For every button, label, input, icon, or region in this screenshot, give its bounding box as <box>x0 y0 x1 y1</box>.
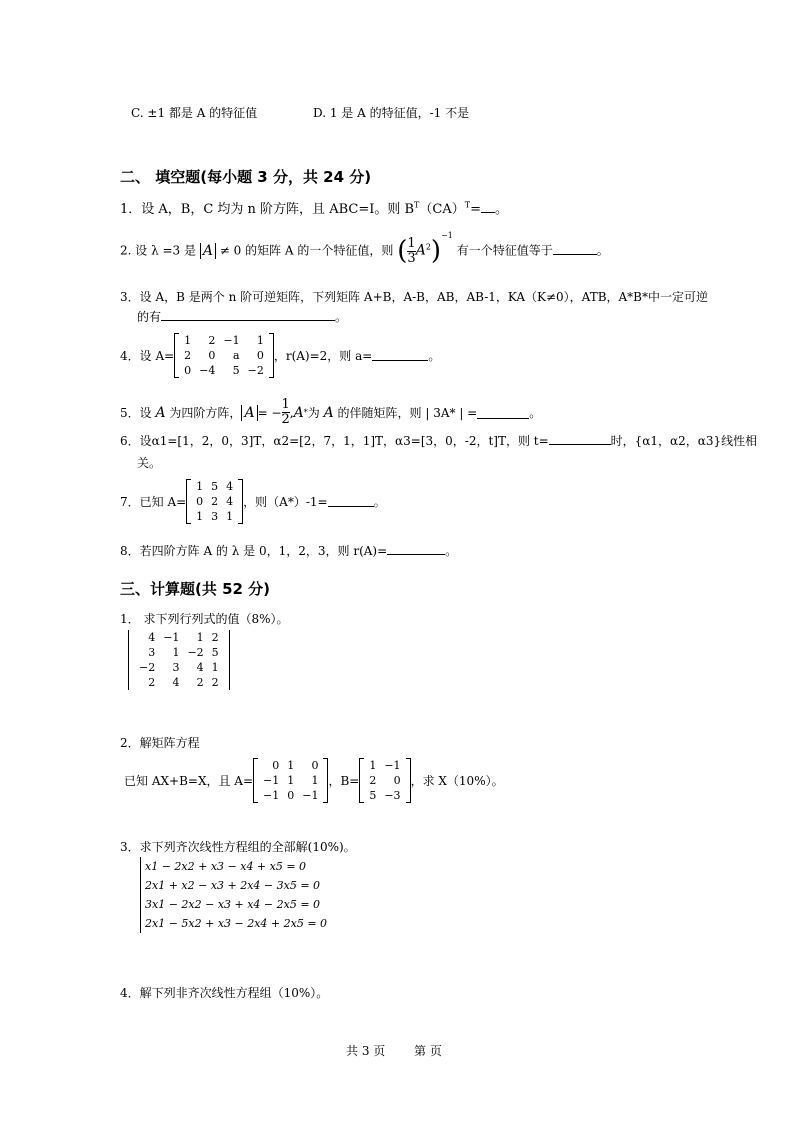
matrix-cell: 0 <box>196 494 204 508</box>
q3-1: 1． 求下列行列式的值（8%）。 <box>120 612 289 626</box>
matrix-cell: 1 <box>196 631 204 644</box>
matrix-cell: −1 <box>384 758 401 772</box>
matrix-cell: a <box>233 348 240 362</box>
matrix-cell: 1 <box>211 661 219 674</box>
choice-d: D. 1 是 A 的特征值，-1 不是 <box>313 106 470 120</box>
matrix-q7 <box>186 479 243 524</box>
matrix-cell: 0 <box>208 348 216 362</box>
matrix-cell: −2 <box>139 661 156 674</box>
matrix-cell: 1 <box>369 758 377 772</box>
choice-c: C. ±1 都是 A 的特征值 <box>131 106 258 120</box>
matrix-cell: 1 <box>287 773 295 787</box>
q2-1: 1．设 A，B，C 均为 n 阶方阵，且 ABC=I。则 $B^T(CA)^T=$ 。 <box>120 200 508 217</box>
matrix-cell: 0 <box>311 758 319 772</box>
matrix-cell: 1 <box>184 333 192 347</box>
q2-3-line2: 的有 。 <box>137 310 348 324</box>
matrix-cell: 0 <box>287 788 295 802</box>
equation: x1 − 2x2 + x3 − x4 + x5 = 0 <box>145 860 307 873</box>
matrix-cell: 1 <box>287 758 295 772</box>
q2-2: 2. 设 λ =3 是 A ≠ 0 的矩阵 A 的一个特征值，则 ( $\frac{1}{3}$ $A^2)^{-1}$ 有一个特征值等于 。 <box>120 230 609 266</box>
matrix-cell: −3 <box>384 788 401 802</box>
matrix-cell: 2 <box>211 631 219 644</box>
matrix-cell: 1 <box>226 509 234 523</box>
matrix-cell: 0 <box>184 363 192 377</box>
matrix-cell: 5 <box>211 646 219 659</box>
q2-7: 7．已知 A= 1 5 4 0 2 4 1 3 1 ，则（A*）-1= 。 <box>120 479 386 523</box>
matrix-cell: −1 <box>223 333 240 347</box>
equation: 2x1 + x2 − x3 + 2x4 − 3x5 = 0 <box>145 879 321 892</box>
matrix-cell: −2 <box>247 363 264 377</box>
q3-3: 3．求下列齐次线性方程组的全部解(10%)。 <box>120 840 356 854</box>
matrix-cell: −1 <box>163 631 180 644</box>
matrix-cell: 1 <box>196 479 204 493</box>
matrix-cell: 1 <box>172 646 180 659</box>
q2-8: 8．若四阶方阵 A 的 λ 是 0，1，2，3，则 r(A)= 。 <box>120 544 458 558</box>
section2-title: 二、 填空题(每小题 3 分，共 24 分) <box>120 168 372 186</box>
matrix-cell: 0 <box>393 773 401 787</box>
matrix-cell: −2 <box>187 646 204 659</box>
q3-2-title: 2．解矩阵方程 <box>120 736 200 750</box>
q3-4: 4．解下列非齐次线性方程组（10%）。 <box>120 986 329 1000</box>
matrix-cell: 2 <box>211 676 219 689</box>
matrix-cell: 1 <box>256 333 264 347</box>
matrix-cell: 2 <box>208 333 216 347</box>
q2-3-line1: 3．设 A，B 是两个 n 阶可逆矩阵，下列矩阵 A+B，A-B，AB，AB-1，KA（K≠0），ATB，A*B*中一定可逆 <box>120 290 708 304</box>
footer-page: 第 页 <box>414 1044 442 1058</box>
q2-6-line2: 关。 <box>137 456 162 470</box>
matrix-cell: 4 <box>172 676 180 689</box>
equation: 3x1 − 2x2 − x3 + x4 − 2x5 = 0 <box>145 898 321 911</box>
q2-5: 5．设 A 为四阶方阵， A = − $\frac{1}{2}$ , A * 为 A 的伴随矩阵，则 | 3A* | = 。 <box>120 397 542 427</box>
matrix-cell: −1 <box>302 788 319 802</box>
matrix-cell: 3 <box>172 661 180 674</box>
matrix-cell: 5 <box>211 479 219 493</box>
matrix-cell: 1 <box>311 773 319 787</box>
matrix-cell: −1 <box>263 773 280 787</box>
matrix-b <box>359 758 410 803</box>
matrix-cell: 1 <box>196 509 204 523</box>
matrix-cell: 2 <box>196 676 204 689</box>
matrix-cell: −1 <box>263 788 280 802</box>
q2-6-line1: 6．设α1=[1，2，0，3]T，α2=[2，7，1，1]T，α3=[3，0，-2，t]T，则 t= 时，{α1，α2，α3}线性相 <box>120 434 758 448</box>
matrix-cell: 5 <box>232 363 240 377</box>
matrix-cell: 0 <box>272 758 280 772</box>
matrix-cell: 4 <box>226 479 234 493</box>
q3-2: 已知 AX+B=X，且 A= 0 1 0 −1 1 1 −1 0 −1 ，B= 1 −1 2 0 5 −3 ，求 X（10%）。 <box>124 758 504 802</box>
matrix-cell: 4 <box>196 661 204 674</box>
q2-4: 4．设 A= 1 2 −1 1 2 0 a 0 0 −4 5 −2 ，r(A)=2，则 a= 。 <box>120 333 441 377</box>
matrix-cell: 3 <box>211 509 219 523</box>
matrix-cell: 4 <box>226 494 234 508</box>
section3-title: 三、计算题(共 52 分) <box>120 580 271 598</box>
matrix-cell: 4 <box>148 631 156 644</box>
equation: 2x1 − 5x2 + x3 − 2x4 + 2x5 = 0 <box>145 917 328 930</box>
matrix-cell: 2 <box>369 773 377 787</box>
determinant-q3-1 <box>128 630 230 690</box>
matrix-cell: 2 <box>148 676 156 689</box>
equation-system <box>140 857 327 933</box>
matrix-cell: 2 <box>211 494 219 508</box>
matrix-a <box>253 758 328 803</box>
footer-total: 共 3 页 <box>346 1044 386 1058</box>
matrix-cell: 3 <box>148 646 156 659</box>
matrix-cell: 5 <box>369 788 377 802</box>
matrix-q4 <box>174 333 274 378</box>
matrix-cell: 2 <box>184 348 192 362</box>
matrix-cell: −4 <box>199 363 216 377</box>
matrix-cell: 0 <box>256 348 264 362</box>
